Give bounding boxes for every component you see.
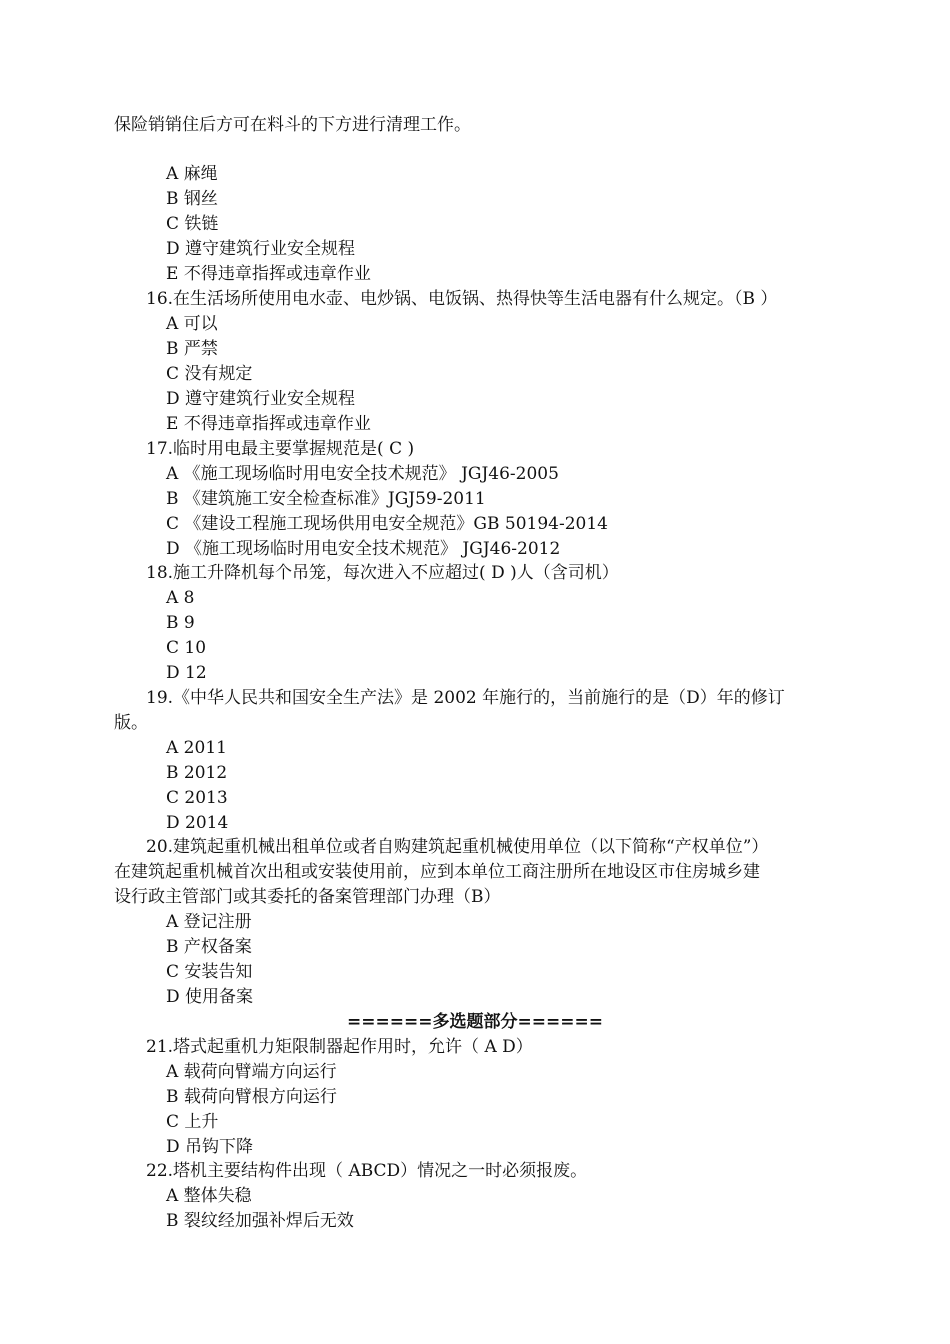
q22-stem: 22.塔机主要结构件出现（ ABCD）情况之一时必须报废。 <box>146 1161 588 1181</box>
q20-option-c: C 安装告知 <box>166 962 253 982</box>
q20-option-a: A 登记注册 <box>166 912 252 932</box>
q21-option-a: A 载荷向臂端方向运行 <box>166 1062 337 1082</box>
q17-option-c: C 《建设工程施工现场供用电安全规范》GB 50194-2014 <box>166 514 608 534</box>
q21-option-c: C 上升 <box>166 1112 219 1132</box>
q17-option-a: A 《施工现场临时用电安全技术规范》 JGJ46-2005 <box>166 464 559 484</box>
q15-option-e: E 不得违章指挥或违章作业 <box>166 264 371 284</box>
section-title: ======多选题部分====== <box>347 1012 603 1032</box>
q20-stem-line1: 20.建筑起重机械出租单位或者自购建筑起重机械使用单位（以下简称“产权单位”） <box>146 837 769 857</box>
q20-option-d: D 使用备案 <box>166 987 254 1007</box>
q15-option-c: C 铁链 <box>166 214 219 234</box>
q21-option-b: B 载荷向臂根方向运行 <box>166 1087 337 1107</box>
q19-option-a: A 2011 <box>166 738 227 758</box>
q20-stem-line2: 在建筑起重机械首次出租或安装使用前，应到本单位工商注册所在地设区市住房城乡建 <box>114 862 760 882</box>
q16-stem: 16.在生活场所使用电水壶、电炒锅、电饭锅、热得快等生活电器有什么规定。（B ） <box>146 289 778 309</box>
intro-tail-text: 保险销销住后方可在料斗的下方进行清理工作。 <box>114 115 471 135</box>
q19-stem-line2: 版。 <box>114 713 148 733</box>
q15-option-d: D 遵守建筑行业安全规程 <box>166 239 356 259</box>
q19-option-d: D 2014 <box>166 813 229 833</box>
q18-option-c: C 10 <box>166 638 207 658</box>
q19-stem-line1: 19.《中华人民共和国安全生产法》是 2002 年施行的，当前施行的是（D）年的修订 <box>146 688 785 708</box>
q17-option-b: B 《建筑施工安全检查标准》JGJ59-2011 <box>166 489 486 509</box>
q20-option-b: B 产权备案 <box>166 937 252 957</box>
q16-option-a: A 可以 <box>166 314 218 334</box>
q21-option-d: D 吊钩下降 <box>166 1137 254 1157</box>
q18-option-b: B 9 <box>166 613 195 633</box>
q18-stem: 18.施工升降机每个吊笼，每次进入不应超过( D )人（含司机） <box>146 563 619 583</box>
q17-stem: 17.临时用电最主要掌握规范是( C ) <box>146 439 415 459</box>
q21-stem: 21.塔式起重机力矩限制器起作用时，允许（ A D） <box>146 1037 533 1057</box>
q16-option-d: D 遵守建筑行业安全规程 <box>166 389 356 409</box>
q19-option-b: B 2012 <box>166 763 228 783</box>
q16-option-e: E 不得违章指挥或违章作业 <box>166 414 371 434</box>
q16-option-c: C 没有规定 <box>166 364 253 384</box>
q19-option-c: C 2013 <box>166 788 228 808</box>
q22-option-b: B 裂纹经加强补焊后无效 <box>166 1211 354 1231</box>
q18-option-d: D 12 <box>166 663 207 683</box>
q15-option-a: A 麻绳 <box>166 164 218 184</box>
q15-option-b: B 钢丝 <box>166 189 218 209</box>
q22-option-a: A 整体失稳 <box>166 1186 252 1206</box>
q20-stem-line3: 设行政主管部门或其委托的备案管理部门办理（B） <box>114 887 501 907</box>
q18-option-a: A 8 <box>166 588 195 608</box>
q17-option-d: D 《施工现场临时用电安全技术规范》 JGJ46-2012 <box>166 539 561 559</box>
q16-option-b: B 严禁 <box>166 339 218 359</box>
